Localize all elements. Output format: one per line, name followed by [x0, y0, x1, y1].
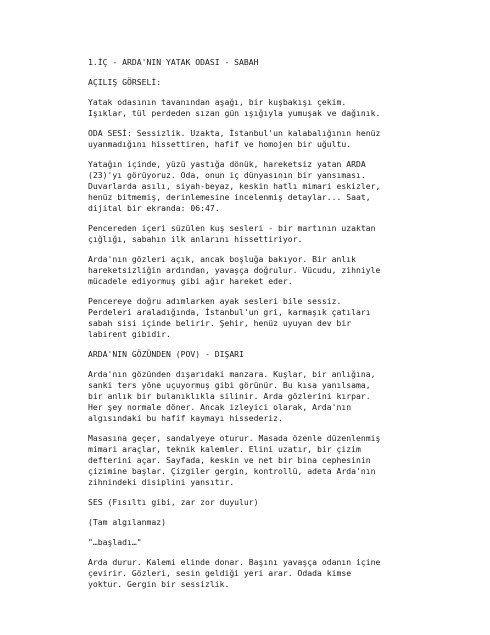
sound-cue: SES (Fısıltı gibi, zar zor duyulur) [88, 497, 259, 507]
screenplay-body [88, 57, 428, 590]
action-paragraph: Arda'nın gözleri açık, ancak boşluğa bakıyor. Bir anlık hareketsizliğin ardından, yavaşça doğrulur. Vücudu, zihniyle mücadele ediyormuş gibi ağır hareket eder. [88, 254, 381, 286]
pov-heading: ARDA'NIN GÖZÜNDEN (POV) - DIŞARI [88, 349, 244, 359]
action-paragraph: Pencereye doğru adımlarken ayak sesleri bile sessiz. Perdeleri araladığında, İstanbul'un gri, karmaşık çatıları sabah sisi içinde belirir. Şehir, henüz uyuyan dev bir labirent gibidir. [88, 296, 371, 339]
action-paragraph: Yatağın içinde, yüzü yastığa dönük, hareketsiz yatan ARDA (23)'yı görüyoruz. Oda, onun iç dünyasının bir yansıması. Duvarlarda asılı, siyah-beyaz, keskin hatlı mimari eskizler, henüz bitmemiş, derinlemesine incelenmiş detaylar... Saat, dijital bir ekranda: 06:47. [88, 159, 381, 213]
action-paragraph: Pencereden içeri süzülen kuş sesleri - bir martının uzaktan çığlığı, sabahın ilk anlarını hissettiriyor. [88, 223, 376, 244]
opening-visual-label: AÇILIŞ GÖRSELİ: [88, 77, 162, 87]
dialogue-line: "…başladı…" [88, 537, 142, 547]
room-sound-paragraph: ODA SESİ: Sessizlik. Uzakta, İstanbul'un kalabalığının henüz uyanmadığını hissettiren, hafif ve homojen bir uğultu. [88, 128, 381, 149]
parenthetical: (Tam algılanmaz) [88, 517, 166, 527]
action-paragraph: Yatak odasının tavanından aşağı, bir kuşbakışı çekim. Işıklar, tül perdeden sızan gün ışığıyla yumuşak ve dağınık. [88, 97, 381, 118]
action-paragraph: Arda durur. Kalemi elinde donar. Başını yavaşça odanın içine çevirir. Gözleri, sesin geldiği yeri arar. Odada kimse yoktur. Gergin bir sessizlik. [88, 557, 381, 589]
scene-heading: 1.İÇ - ARDA'NIN YATAK ODASI - SABAH [88, 57, 259, 67]
action-paragraph: Arda'nın gözünden dışarıdaki manzara. Kuşlar, bir anlığına, sanki ters yöne uçuyormuş gibi görünür. Bu kısa yanılsama, bir anlık bir bulanıklıkla silinir. Arda gözlerini kırpar. Her şey normale döner. Ancak izleyici olarak, Arda'nın algısındaki bu hafif kaymayı hissederiz. [88, 369, 376, 423]
action-paragraph: Masasına geçer, sandalyeye oturur. Masada özenle düzenlenmiş mimari araçlar, teknik kalemler. Elini uzatır, bir çizim defterini açar. Sayfada, keskin ve net bir bina cephesinin çizimine başlar. Çizgiler gergin, kontrollü, adeta Arda'nın zihnindeki disiplini yansıtır. [88, 433, 381, 487]
